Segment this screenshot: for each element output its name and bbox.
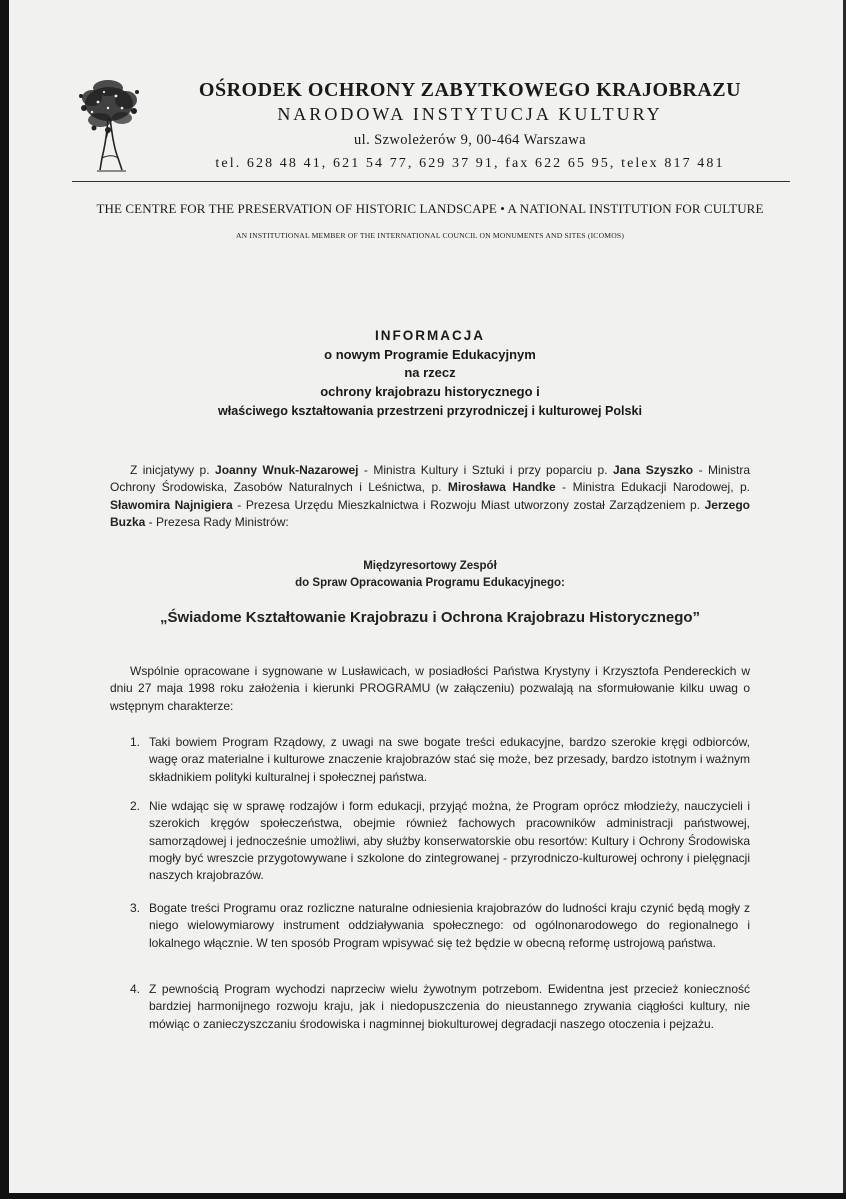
paragraph-2-text: Wspólnie opracowane i sygnowane w Lusławicach, w posiadłości Państwa Krystyny i Krzysztofa Pendereckich w dniu 27 maja 1998 roku założenia i kierunki PROGRAMU (w załączeniu) pozwalają na sformułowanie kilku uwag o wstępnym charakterze: xyxy=(110,664,750,713)
tree-logo-icon xyxy=(78,78,140,174)
intro-text-1: Z inicjatywy p. xyxy=(130,463,216,477)
list-item-number: 4. xyxy=(130,982,141,996)
intro-paragraph xyxy=(110,462,750,531)
title-line-4: ochrony krajobrazu historycznego i xyxy=(320,384,540,400)
list-item xyxy=(130,900,750,952)
intro-name-minister-environment: Jana Szyszko xyxy=(612,463,694,477)
team-heading-line-2: do Spraw Opracowania Programu Edukacyjnego: xyxy=(295,576,565,589)
intro-text-4: - Ministra Edukacji Narodowej, p. xyxy=(555,480,750,495)
title-line-3: na rzecz xyxy=(404,365,456,381)
scan-edge-bottom xyxy=(0,1193,846,1199)
list-item-text: Bogate treści Programu oraz rozliczne naturalne odniesienia krajobrazów do ludności kraju czynić będą mogły z niego wielowymiarowy instrument oddziaływania społecznego: od ogólnonarodowego do regionalnego i lokalnego włącznie. W ten sposób Program wpisywać się też będzie w obecną reformę ustrojową państwa. xyxy=(149,901,750,950)
list-item xyxy=(130,981,750,1033)
contact-numbers: tel. 628 48 41, 621 54 77, 629 37 91, fax 622 65 95, telex 817 481 xyxy=(215,156,725,171)
address: ul. Szwoleżerów 9, 00-464 Warszawa xyxy=(353,132,586,148)
list-item-text: Taki bowiem Program Rządowy, z uwagi na swe bogate treści edukacyjne, bardzo szerokie kręgi odbiorców, wagę oraz materialne i kulturowe znaczenie krajobrazów stać się może, bez przesady, bardzo istotnym i ważnym składnikiem polityki kulturalnej i społecznej państwa. xyxy=(149,735,750,784)
list-item-text: Z pewnością Program wychodzi naprzeciw wielu żywotnym potrzebom. Ewidentna jest przecież konieczność bardziej harmonijnego rozwoju kraju, jak i niedopuszczenia do nieustannego zrywania ciągłości kultury, nie mówiąc o zanieczyszczaniu środowiska i nagminnej biokulturowej degradacji naszego otoczenia i pejzażu. xyxy=(149,982,750,1031)
institution-name: NARODOWA INSTYTUCJA KULTURY xyxy=(277,104,663,124)
title-line-1: INFORMACJA xyxy=(375,328,485,343)
english-institution-line: THE CENTRE FOR THE PRESERVATION OF HISTORIC LANDSCAPE • A NATIONAL INSTITUTION FOR CULTURE xyxy=(96,201,764,216)
header-divider xyxy=(72,181,790,182)
intro-text-2: - Ministra Kultury i Sztuki i przy poparciu p. xyxy=(358,463,613,477)
title-line-5: właściwego kształtowania przestrzeni przyrodniczej i kulturowej Polski xyxy=(217,403,643,418)
intro-name-prime-minister: Jerzego Buzka xyxy=(110,497,750,529)
intro-text-3: - Ministra Ochrony Środowiska, Zasobów Naturalnych i Leśnictwa, p. xyxy=(110,463,751,495)
list-item-number: 3. xyxy=(130,901,141,915)
team-heading xyxy=(110,558,750,591)
list-item-number: 2. xyxy=(130,799,141,813)
intro-name-minister-education: Mirosława Handke xyxy=(447,480,556,495)
intro-name-minister-culture: Joanny Wnuk-Nazarowej xyxy=(215,463,359,477)
document-title xyxy=(120,327,740,421)
intro-name-housing-president: Sławomira Najnigiera xyxy=(110,497,233,512)
scan-edge-left xyxy=(0,0,9,1199)
intro-text-6: - Prezesa Rady Ministrów: xyxy=(145,514,289,529)
list-item xyxy=(130,734,750,786)
list-item xyxy=(130,798,750,884)
paragraph-2 xyxy=(110,663,750,715)
list-item-number: 1. xyxy=(130,735,141,749)
title-line-2: o nowym Programie Edukacyjnym xyxy=(324,346,536,362)
program-name: „Świadome Kształtowanie Krajobrazu i Ochrona Krajobrazu Historycznego” xyxy=(159,609,701,626)
team-heading-line-1: Międzyresortowy Zespół xyxy=(363,560,497,572)
icomos-membership-line: AN INSTITUTIONAL MEMBER OF THE INTERNATIONAL COUNCIL ON MONUMENTS AND SITES (ICOMOS) xyxy=(235,231,625,240)
list-item-text: Nie wdając się w sprawę rodzajów i form edukacji, przyjąć można, że Program oprócz młodzieży, nauczycieli i szerokich kręgów społeczeństwa, obejmie również fachowych pracowników administracji państwowej, samorządowej i jednocześnie umożliwi, aby służby konserwatorskie obu resortów: Kultury i Ochrony Środowiska mogły być wreszcie przygotowywane i szkolone do zintegrowanej - przyrodniczo-kulturowej ochrony i pielęgnacji naszych krajobrazów. xyxy=(149,799,750,883)
intro-text-5: - Prezesa Urzędu Mieszkalnictwa i Rozwoju Miast utworzony został Zarządzeniem p. xyxy=(232,497,705,512)
org-name: OŚRODEK OCHRONY ZABYTKOWEGO KRAJOBRAZU xyxy=(198,79,742,101)
